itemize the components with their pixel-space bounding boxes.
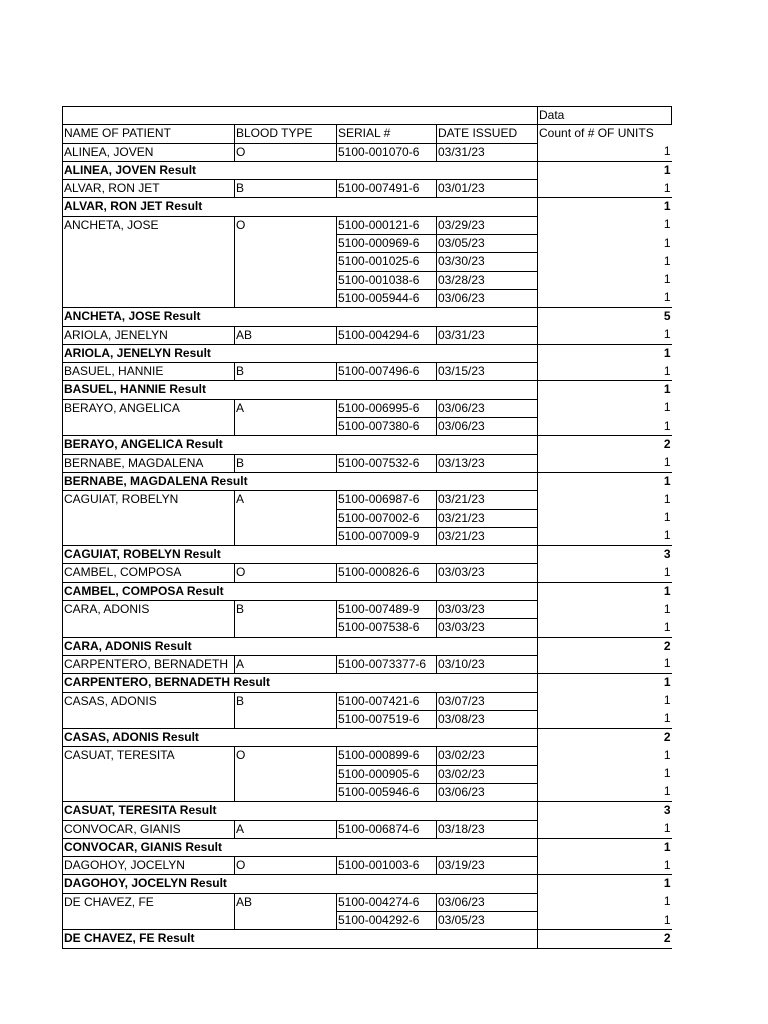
- serial-cell: 5100-007489-9: [337, 601, 437, 619]
- patient-name-empty: [63, 783, 235, 801]
- serial-cell: 5100-007421-6: [337, 692, 437, 710]
- result-label: ANCHETA, JOSE Result: [63, 308, 538, 326]
- detail-row: [63, 180, 672, 198]
- detail-row: [63, 692, 672, 710]
- result-label: CARPENTERO, BERNADETH Result: [63, 674, 538, 692]
- detail-row: [63, 564, 672, 582]
- blood-type-cell: B: [235, 692, 337, 710]
- detail-row: [63, 399, 672, 417]
- blood-type-empty: [235, 289, 337, 307]
- detail-row: [63, 710, 672, 728]
- count-units-cell: 1: [538, 326, 672, 344]
- count-units-cell: 1: [538, 747, 672, 765]
- blood-type-cell: O: [235, 216, 337, 234]
- serial-cell: 5100-000905-6: [337, 765, 437, 783]
- date-issued-cell: 03/28/23: [437, 271, 538, 289]
- detail-row: [63, 747, 672, 765]
- count-units-cell: 1: [538, 710, 672, 728]
- result-total: 2: [538, 729, 672, 747]
- date-issued-cell: 03/06/23: [437, 418, 538, 436]
- result-label: CASAS, ADONIS Result: [63, 729, 538, 747]
- blood-type-cell: O: [235, 747, 337, 765]
- serial-cell: 5100-004274-6: [337, 893, 437, 911]
- patient-name-cell: CASAS, ADONIS: [63, 692, 235, 710]
- result-row: [63, 802, 672, 820]
- detail-row: [63, 912, 672, 930]
- detail-row: [63, 326, 672, 344]
- count-units-cell: 1: [538, 820, 672, 838]
- blood-type-empty: [235, 710, 337, 728]
- serial-cell: 5100-000969-6: [337, 235, 437, 253]
- date-issued-cell: 03/21/23: [437, 509, 538, 527]
- serial-cell: 5100-007496-6: [337, 363, 437, 381]
- blood-type-cell: A: [235, 399, 337, 417]
- serial-cell: 5100-001070-6: [337, 143, 437, 161]
- patient-name-empty: [63, 253, 235, 271]
- date-issued-cell: 03/29/23: [437, 216, 538, 234]
- date-issued-cell: 03/13/23: [437, 454, 538, 472]
- count-units-cell: 1: [538, 509, 672, 527]
- date-issued-cell: 03/07/23: [437, 692, 538, 710]
- detail-row: [63, 857, 672, 875]
- result-row: [63, 344, 672, 362]
- patient-name-empty: [63, 235, 235, 253]
- result-row: [63, 674, 672, 692]
- blood-type-cell: A: [235, 820, 337, 838]
- detail-row: [63, 655, 672, 673]
- blood-type-cell: O: [235, 564, 337, 582]
- result-label: BERNABE, MAGDALENA Result: [63, 472, 538, 490]
- count-units-cell: 1: [538, 893, 672, 911]
- count-units-cell: 1: [538, 289, 672, 307]
- blood-type-empty: [235, 912, 337, 930]
- detail-row: [63, 454, 672, 472]
- date-issued-cell: 03/18/23: [437, 820, 538, 838]
- result-label: DE CHAVEZ, FE Result: [63, 930, 538, 948]
- result-label: DAGOHOY, JOCELYN Result: [63, 875, 538, 893]
- serial-cell: 5100-0073377-6: [337, 655, 437, 673]
- blood-type-cell: B: [235, 601, 337, 619]
- detail-row: [63, 216, 672, 234]
- patient-name-cell: CAMBEL, COMPOSA: [63, 564, 235, 582]
- count-units-cell: 1: [538, 491, 672, 509]
- result-label: ALINEA, JOVEN Result: [63, 161, 538, 179]
- detail-row: [63, 893, 672, 911]
- serial-cell: 5100-001003-6: [337, 857, 437, 875]
- result-row: [63, 308, 672, 326]
- pivot-table-sheet: [62, 106, 671, 949]
- result-total: 1: [538, 582, 672, 600]
- result-total: 1: [538, 674, 672, 692]
- date-issued-cell: 03/06/23: [437, 289, 538, 307]
- patient-name-cell: ALINEA, JOVEN: [63, 143, 235, 161]
- detail-row: [63, 527, 672, 545]
- serial-cell: 5100-007491-6: [337, 180, 437, 198]
- detail-row: [63, 418, 672, 436]
- patient-name-empty: [63, 509, 235, 527]
- header-row: [63, 125, 672, 143]
- blood-type-cell: O: [235, 143, 337, 161]
- result-total: 1: [538, 344, 672, 362]
- serial-cell: 5100-007009-9: [337, 527, 437, 545]
- result-total: 2: [538, 930, 672, 948]
- result-label: CARA, ADONIS Result: [63, 637, 538, 655]
- patient-name-cell: ARIOLA, JENELYN: [63, 326, 235, 344]
- count-units-cell: 1: [538, 216, 672, 234]
- header-serial: SERIAL #: [337, 125, 437, 143]
- result-label: ALVAR, RON JET Result: [63, 198, 538, 216]
- result-label: ARIOLA, JENELYN Result: [63, 344, 538, 362]
- patient-name-empty: [63, 289, 235, 307]
- pivot-table: [62, 106, 672, 949]
- detail-row: [63, 765, 672, 783]
- header-count-units: Count of # OF UNITS: [538, 125, 672, 143]
- serial-cell: 5100-001025-6: [337, 253, 437, 271]
- date-issued-cell: 03/06/23: [437, 783, 538, 801]
- result-label: BERAYO, ANGELICA Result: [63, 436, 538, 454]
- count-units-cell: 1: [538, 180, 672, 198]
- detail-row: [63, 491, 672, 509]
- blood-type-cell: B: [235, 454, 337, 472]
- result-row: [63, 637, 672, 655]
- result-label: CAGUIAT, ROBELYN Result: [63, 546, 538, 564]
- patient-name-empty: [63, 765, 235, 783]
- count-units-cell: 1: [538, 454, 672, 472]
- serial-cell: 5100-000121-6: [337, 216, 437, 234]
- patient-name-empty: [63, 527, 235, 545]
- detail-row: [63, 509, 672, 527]
- patient-name-cell: BERNABE, MAGDALENA: [63, 454, 235, 472]
- count-units-cell: 1: [538, 235, 672, 253]
- result-total: 2: [538, 436, 672, 454]
- detail-row: [63, 235, 672, 253]
- count-units-cell: 1: [538, 655, 672, 673]
- serial-cell: 5100-005944-6: [337, 289, 437, 307]
- serial-cell: 5100-001038-6: [337, 271, 437, 289]
- serial-cell: 5100-006874-6: [337, 820, 437, 838]
- blood-type-empty: [235, 783, 337, 801]
- detail-row: [63, 271, 672, 289]
- patient-name-cell: BERAYO, ANGELICA: [63, 399, 235, 417]
- serial-cell: 5100-004292-6: [337, 912, 437, 930]
- date-issued-cell: 03/08/23: [437, 710, 538, 728]
- serial-cell: 5100-007002-6: [337, 509, 437, 527]
- header-name-of-patient: NAME OF PATIENT: [63, 125, 235, 143]
- serial-cell: 5100-004294-6: [337, 326, 437, 344]
- blood-type-cell: B: [235, 363, 337, 381]
- serial-cell: 5100-007538-6: [337, 619, 437, 637]
- date-issued-cell: 03/02/23: [437, 765, 538, 783]
- serial-cell: 5100-006995-6: [337, 399, 437, 417]
- patient-name-cell: DE CHAVEZ, FE: [63, 893, 235, 911]
- detail-row: [63, 143, 672, 161]
- patient-name-empty: [63, 710, 235, 728]
- blood-type-empty: [235, 235, 337, 253]
- result-total: 5: [538, 308, 672, 326]
- date-issued-cell: 03/31/23: [437, 143, 538, 161]
- date-issued-cell: 03/10/23: [437, 655, 538, 673]
- blood-type-empty: [235, 253, 337, 271]
- result-label: CAMBEL, COMPOSA Result: [63, 582, 538, 600]
- patient-name-cell: ANCHETA, JOSE: [63, 216, 235, 234]
- blood-type-empty: [235, 527, 337, 545]
- result-row: [63, 582, 672, 600]
- date-issued-cell: 03/21/23: [437, 491, 538, 509]
- date-issued-cell: 03/01/23: [437, 180, 538, 198]
- date-issued-cell: 03/03/23: [437, 619, 538, 637]
- result-label: BASUEL, HANNIE Result: [63, 381, 538, 399]
- result-total: 3: [538, 546, 672, 564]
- serial-cell: 5100-007380-6: [337, 418, 437, 436]
- blood-type-cell: AB: [235, 893, 337, 911]
- patient-name-cell: CARA, ADONIS: [63, 601, 235, 619]
- blood-type-empty: [235, 271, 337, 289]
- result-total: 1: [538, 875, 672, 893]
- result-row: [63, 198, 672, 216]
- patient-name-empty: [63, 619, 235, 637]
- date-issued-cell: 03/02/23: [437, 747, 538, 765]
- date-issued-cell: 03/05/23: [437, 912, 538, 930]
- count-units-cell: 1: [538, 619, 672, 637]
- count-units-cell: 1: [538, 912, 672, 930]
- patient-name-cell: DAGOHOY, JOCELYN: [63, 857, 235, 875]
- count-units-cell: 1: [538, 601, 672, 619]
- count-units-cell: 1: [538, 783, 672, 801]
- result-row: [63, 875, 672, 893]
- count-units-cell: 1: [538, 692, 672, 710]
- date-issued-cell: 03/03/23: [437, 564, 538, 582]
- count-units-cell: 1: [538, 765, 672, 783]
- detail-row: [63, 619, 672, 637]
- patient-name-empty: [63, 271, 235, 289]
- serial-cell: 5100-000826-6: [337, 564, 437, 582]
- detail-row: [63, 363, 672, 381]
- result-row: [63, 381, 672, 399]
- count-units-cell: 1: [538, 143, 672, 161]
- count-units-cell: 1: [538, 418, 672, 436]
- blood-type-cell: O: [235, 857, 337, 875]
- date-issued-cell: 03/19/23: [437, 857, 538, 875]
- data-label: Data: [538, 107, 672, 125]
- patient-name-cell: CARPENTERO, BERNADETH: [63, 655, 235, 673]
- detail-row: [63, 783, 672, 801]
- result-total: 3: [538, 802, 672, 820]
- count-units-cell: 1: [538, 253, 672, 271]
- count-units-cell: 1: [538, 857, 672, 875]
- count-units-cell: 1: [538, 527, 672, 545]
- patient-name-cell: ALVAR, RON JET: [63, 180, 235, 198]
- date-issued-cell: 03/30/23: [437, 253, 538, 271]
- serial-cell: 5100-007519-6: [337, 710, 437, 728]
- result-row: [63, 436, 672, 454]
- result-total: 1: [538, 381, 672, 399]
- result-total: 1: [538, 838, 672, 856]
- date-issued-cell: 03/15/23: [437, 363, 538, 381]
- result-row: [63, 546, 672, 564]
- result-total: 2: [538, 637, 672, 655]
- result-total: 1: [538, 198, 672, 216]
- result-row: [63, 838, 672, 856]
- serial-cell: 5100-000899-6: [337, 747, 437, 765]
- data-label-row: [63, 107, 672, 125]
- blood-type-empty: [235, 619, 337, 637]
- result-label: CASUAT, TERESITA Result: [63, 802, 538, 820]
- blood-type-empty: [235, 509, 337, 527]
- date-issued-cell: 03/06/23: [437, 893, 538, 911]
- result-total: 1: [538, 161, 672, 179]
- date-issued-cell: 03/06/23: [437, 399, 538, 417]
- patient-name-cell: CAGUIAT, ROBELYN: [63, 491, 235, 509]
- date-issued-cell: 03/21/23: [437, 527, 538, 545]
- serial-cell: 5100-005946-6: [337, 783, 437, 801]
- patient-name-empty: [63, 912, 235, 930]
- count-units-cell: 1: [538, 399, 672, 417]
- blood-type-cell: A: [235, 655, 337, 673]
- patient-name-empty: [63, 418, 235, 436]
- detail-row: [63, 289, 672, 307]
- result-total: 1: [538, 472, 672, 490]
- count-units-cell: 1: [538, 564, 672, 582]
- header-date-issued: DATE ISSUED: [437, 125, 538, 143]
- detail-row: [63, 253, 672, 271]
- result-row: [63, 161, 672, 179]
- blood-type-empty: [235, 418, 337, 436]
- count-units-cell: 1: [538, 363, 672, 381]
- blood-type-cell: A: [235, 491, 337, 509]
- header-blood-type: BLOOD TYPE: [235, 125, 337, 143]
- serial-cell: 5100-006987-6: [337, 491, 437, 509]
- date-issued-cell: 03/05/23: [437, 235, 538, 253]
- count-units-cell: 1: [538, 271, 672, 289]
- result-label: CONVOCAR, GIANIS Result: [63, 838, 538, 856]
- result-row: [63, 472, 672, 490]
- blood-type-cell: AB: [235, 326, 337, 344]
- patient-name-cell: CASUAT, TERESITA: [63, 747, 235, 765]
- patient-name-cell: CONVOCAR, GIANIS: [63, 820, 235, 838]
- serial-cell: 5100-007532-6: [337, 454, 437, 472]
- detail-row: [63, 820, 672, 838]
- result-row: [63, 930, 672, 948]
- blood-type-cell: B: [235, 180, 337, 198]
- patient-name-cell: BASUEL, HANNIE: [63, 363, 235, 381]
- result-row: [63, 729, 672, 747]
- date-issued-cell: 03/31/23: [437, 326, 538, 344]
- date-issued-cell: 03/03/23: [437, 601, 538, 619]
- detail-row: [63, 601, 672, 619]
- blood-type-empty: [235, 765, 337, 783]
